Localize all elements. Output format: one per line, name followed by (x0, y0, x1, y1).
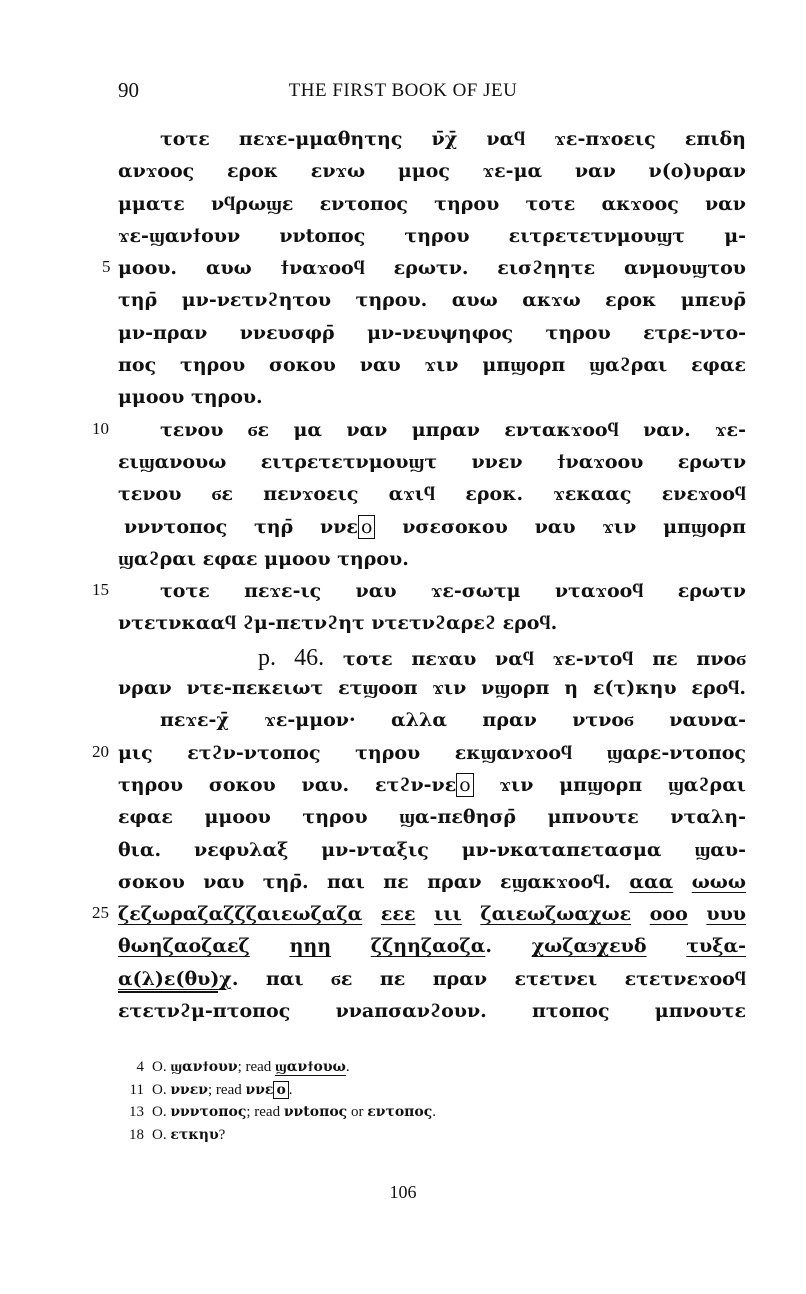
text-segment: ϫιν μπϣορπ ϣαϩραι (473, 773, 747, 796)
text-line (118, 483, 746, 515)
text-segment: τενου ϭε πενϫοεις αϫιϥ εροκ. ϫεκαας ενεϫοοϥ (118, 483, 746, 506)
text-line (118, 548, 746, 580)
text-line (102, 257, 746, 289)
text-segment: ννεν (170, 1081, 208, 1098)
line-number: 10 (92, 418, 109, 438)
text-line (118, 225, 746, 257)
footnote (118, 1101, 436, 1124)
text-segment: ννντοπος (170, 1104, 247, 1121)
text-segment: εφαε μμοου τηρου ϣα-πεθησρ̄ μπνουτε νταλη- (118, 806, 746, 829)
text-line (118, 709, 746, 741)
text-segment (631, 903, 650, 925)
text-line (118, 677, 746, 709)
underlined-text: ζζηηζαοζα (370, 935, 486, 958)
underlined-text: ϣανϯουω (275, 1059, 346, 1075)
underlined-text: οοο (649, 903, 688, 926)
text-segment: ? (218, 1127, 226, 1144)
underlined-text: α(λ)ε(θυ)χ (118, 967, 232, 990)
text-segment: μματε νϥρωϣε εντοπος τηρου τοτε ακϫοος ναν (118, 192, 746, 215)
underlined-text: χωζαϧχευδ (531, 935, 647, 958)
text-line (118, 451, 746, 483)
text-segment: νσεσοκου ναυ ϫιν μπϣορπ (375, 515, 746, 538)
text-line (92, 418, 746, 451)
text-line (118, 968, 746, 1000)
text-segment: τηρου σοκου ναυ. ετϩν-νε (118, 773, 457, 796)
text-segment: ντετνκααϥ ϩμ-πετνϩητ ντετνϩαρεϩ εροϥ. (118, 612, 558, 635)
underlined-text: τυξα- (686, 935, 746, 958)
text-line (118, 354, 746, 386)
lacuna-box: ο (358, 515, 375, 539)
text-segment: . (485, 935, 532, 958)
text-line (118, 322, 746, 354)
text-segment: O. (152, 1081, 171, 1098)
footnote-line-ref: 11 (129, 1081, 144, 1098)
text-segment (673, 871, 691, 893)
underlined-text: ηηη (289, 935, 332, 958)
text-line (118, 1000, 746, 1032)
text-line (118, 806, 746, 838)
text-segment (462, 903, 481, 925)
text-line (118, 839, 746, 871)
text-segment: ϫε-ϣανϯουν ννtοπος τηρου ειτρετετνμουϣτ μ- (118, 224, 746, 247)
underlined-text: ζαιεωζωαχωε (480, 903, 632, 926)
text-line (118, 160, 746, 192)
text-segment: μοου. αυω ϯναϫοοϥ ερωτν. εισϩηητε ανμουϣτου (118, 257, 746, 280)
text-line (118, 386, 746, 418)
text-line (118, 645, 746, 677)
text-segment: τενου ϭε μα ναν μπραν εντακϫοοϥ ναν. ϫε- (160, 418, 746, 441)
text-segment: . (345, 1059, 350, 1075)
text-line (118, 871, 746, 903)
text-segment: τοτε πεϫε-μμαθητης ν̄χ̄ ναϥ ϫε-πϫοεις επιδη (160, 128, 746, 150)
text-segment: . παι ϭε πε πραν ετετνει ετετνεϫοοϥ (231, 967, 746, 990)
footnotes (118, 1056, 436, 1147)
text-segment (331, 935, 371, 957)
text-segment: ; read (237, 1059, 276, 1075)
text-segment: ειϣανουω ειτρετετνμουϣτ ννεν ϯναϫοου ερωτν (118, 450, 746, 473)
text-segment: O. (152, 1104, 171, 1121)
text-segment: ετετνϩμ-πτοπος ννaπσανϩουν. πτοπος μπνουτε (118, 1000, 746, 1023)
text-segment (250, 935, 290, 957)
text-segment: σοκου ναυ τηρ̄. παι πε πραν εϣακϫοοϥ. (118, 870, 630, 893)
text-segment: πεϫε-χ̄ ϫε-μμον· αλλα πραν ντνοϭ ναυνα- (160, 709, 746, 732)
text-segment: ανϫοος εροκ ενϫω μμος ϫε-μα ναν ν(ο)υραν (118, 160, 746, 183)
text-segment: O. (152, 1127, 171, 1144)
text-line (118, 774, 746, 806)
footnote-rule (118, 991, 218, 993)
text-segment (416, 903, 435, 925)
underlined-text: ζεζωραζαζζζαιεωζαζα (118, 903, 363, 926)
footnote-line-ref: 13 (129, 1104, 144, 1121)
footnote (118, 1124, 436, 1147)
text-segment: τοτε πεϫαυ ναϥ ϫε-ντοϥ πε πνοϭ (324, 647, 746, 670)
text-segment: ννtοπος (283, 1104, 348, 1121)
underlined-text: ωωω (691, 870, 746, 893)
text-segment: ; read (208, 1081, 246, 1098)
text-line (118, 289, 746, 321)
text-segment: ετκηυ (170, 1127, 219, 1144)
underlined-text: εεε (380, 903, 416, 926)
text-segment: νραν ντε-πεκειωτ ετϣοοπ ϫιν νϣορπ η ε(τ)κηυ εροϥ. (118, 677, 746, 700)
text-segment: εντοπος (367, 1104, 433, 1121)
text-segment: μις ετϩν-ντοπος τηρου εκϣανϫοοϥ ϣαρε-ντοπος (118, 741, 746, 764)
text-segment: O. (152, 1059, 171, 1075)
page-number: 106 (389, 1182, 417, 1202)
text-segment: ννντοπος τηρ̄ ννε (124, 515, 358, 538)
underlined-text: ααα (629, 870, 674, 893)
text-line (118, 516, 746, 548)
running-page-number: 90 (118, 78, 139, 102)
text-line (92, 741, 746, 774)
running-title: THE FIRST BOOK OF JEU (288, 80, 518, 101)
text-line (118, 612, 746, 644)
text-segment (647, 935, 687, 957)
lacuna-box: ο (273, 1081, 288, 1099)
text-segment: πος τηρου σοκου ναυ ϫιν μπϣορπ ϣαϩραι εφαε (118, 354, 746, 377)
text-segment (688, 903, 707, 925)
lacuna-box: ο (456, 773, 473, 797)
text-segment: ; read (246, 1104, 284, 1121)
text-segment: . (432, 1104, 437, 1121)
text-segment: τηρ̄ μν-νετνϩητου τηρου. αυω ακϫω εροκ μπευρ̄ (118, 289, 746, 312)
text-segment (362, 903, 381, 925)
footnote (118, 1056, 436, 1079)
text-segment: . (288, 1081, 293, 1098)
footnote (118, 1079, 436, 1102)
underlined-text: υυυ (706, 903, 746, 926)
footnote-line-ref: 18 (129, 1127, 144, 1144)
underlined-text: ιιι (434, 903, 462, 926)
line-number: 25 (92, 903, 109, 923)
footnote-line-ref: 4 (136, 1059, 144, 1075)
text-line (118, 935, 746, 967)
text-segment: μμοου τηρου. (118, 386, 263, 409)
text-segment: θια. νεφυλαξ μν-νταξις μν-νκαταπετασμα ϣαυ- (118, 838, 746, 861)
line-number: 20 (92, 741, 109, 761)
text-line (118, 193, 746, 225)
text-segment: or (347, 1104, 368, 1121)
text-segment: ϣαϩραι εφαε μμοου τηρου. (118, 547, 409, 570)
text-line (92, 580, 746, 612)
text-segment: p. 46. (258, 644, 325, 671)
text-segment: ννε (245, 1081, 274, 1098)
underlined-text: θωηζαοζαεζ (118, 935, 250, 958)
text-segment: τοτε πεϫε-ις ναυ ϫε-σωτμ νταϫοοϥ ερωτν (160, 580, 746, 603)
text-segment: ϣανϯουν (170, 1059, 238, 1075)
text-line (92, 903, 746, 935)
text-segment: μν-πραν ννευσφρ̄ μν-νευψηφος τηρου ετρε-ντο- (118, 321, 746, 344)
line-number: 15 (92, 580, 109, 600)
text-line (118, 128, 746, 160)
line-number: 5 (102, 257, 111, 277)
coptic-text-body (92, 128, 747, 1032)
